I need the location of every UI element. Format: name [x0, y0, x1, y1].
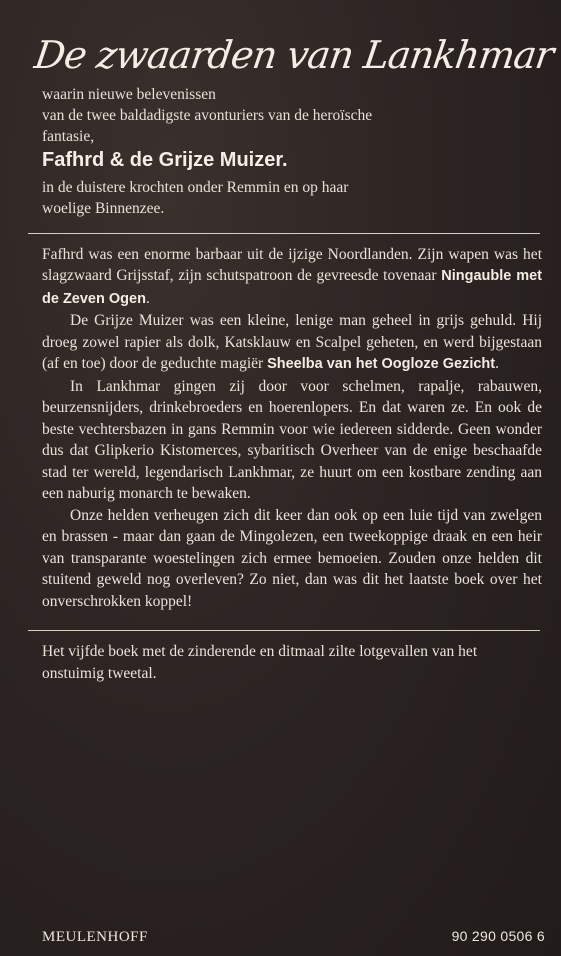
divider-bottom	[28, 630, 540, 631]
blurb-paragraph	[42, 310, 542, 376]
intro-line: van de twee baldadigste avonturiers van de heroïsche	[42, 106, 373, 124]
publisher-name: MEULENHOFF	[42, 929, 148, 945]
wizard-name-ningauble: Ningauble met de Zeven Ogen	[42, 268, 542, 307]
blurb-text: De Grijze Muizer was een kleine, lenige man geheel in grijs gehuld. Hij droeg zowel rapier als dolk, Katsklauw en Scalpel geheten, en werd bijgestaan (af en toe) door de geduchte magiër	[42, 312, 542, 373]
wizard-name-sheelba: Sheelba van het Oogloze Gezicht	[267, 356, 496, 373]
intro-block	[42, 84, 548, 219]
heroes-heading: Fafhrd & de Grijze Muizer.	[42, 148, 288, 171]
closing-text: Het vijfde boek met de zinderende en ditmaal zilte lotgevallen van het onstuimig tweetal.	[42, 643, 478, 683]
blurb-body	[42, 244, 542, 613]
blurb-paragraph	[42, 244, 542, 311]
blurb-text: Fafhrd was een enorme barbaar uit de ijzige Noordlanden. Zijn wapen was het slagzwaard Grijsstaf, zijn schutspatroon de gevreesde tovenaar	[42, 245, 542, 285]
blurb-text: .	[495, 355, 499, 373]
book-title: De zwaarden van Lankhmar	[31, 33, 556, 77]
isbn-number: 90 290 0506 6	[451, 928, 545, 944]
blurb-paragraph: Onze helden verheugen zich dit keer dan ook op een luie tijd van zwelgen en brassen - maar dan gaan de Mingolezen, een tweekoppige draak en een heir van transparante woestelingen zich ermee bemoeien. Zouden onze helden dit stuitend geweld nog overleven? Zo niet, dan was dit het laatste boek over het onverschrokken koppel!	[42, 506, 542, 610]
intro-line: woelige Binnenzee.	[42, 199, 165, 217]
closing-block	[42, 641, 532, 685]
blurb-paragraph: In Lankhmar gingen zij door voor schelmen, rapalje, rabauwen, beurzensnijders, drinkebroeders en hoerenlopers. En dat waren ze. En ook de beste vechtersbazen in gans Remmin voor wie iedereen sidderde. Geen wonder dus dat Glipkerio Kistomerces, sybaritisch Overheer van de enige beschaafde stad ter wereld, legendarisch Lankhmar, ze huurt om een kostbare zending aan een naburig monarch te bewaken.	[42, 377, 542, 503]
divider-top	[28, 233, 540, 234]
intro-line: waarin nieuwe belevenissen	[42, 85, 216, 103]
intro-line: in de duistere krochten onder Remmin en op haar	[42, 178, 349, 196]
cover-footer	[42, 928, 545, 946]
intro-line: fantasie,	[42, 127, 95, 145]
blurb-text: .	[145, 289, 150, 307]
cover-content	[28, 33, 556, 685]
